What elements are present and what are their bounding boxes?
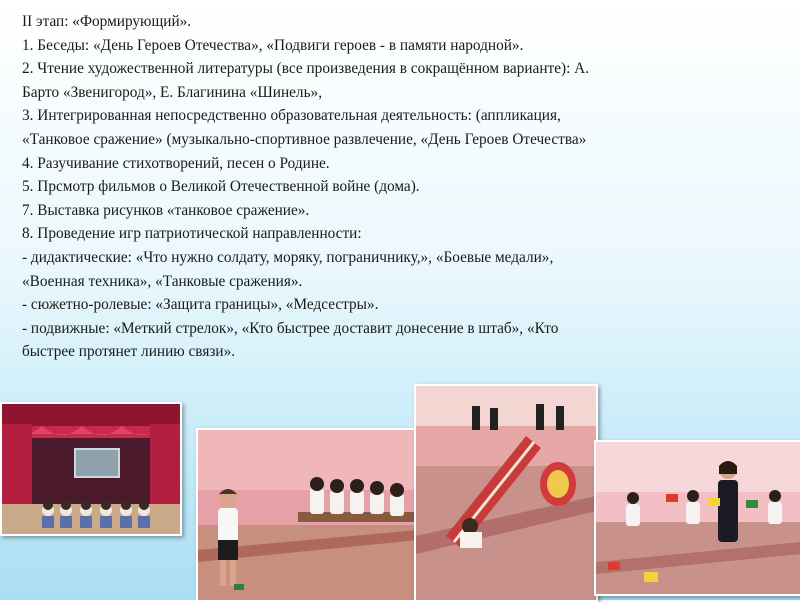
- text-line: «Военная техника», «Танковые сражения».: [22, 272, 303, 290]
- stage-description: [22, 10, 782, 364]
- text-line: быстрее протянет линию связи».: [22, 343, 236, 361]
- photo-teacher-flags: [594, 440, 800, 596]
- text-line: 2. Чтение художественной литературы (все произведения в сокращённом варианте): А.: [22, 60, 590, 78]
- photo-stage-screen: [0, 402, 182, 536]
- text-line: 4. Разучивание стихотворений, песен о Родине.: [22, 154, 330, 172]
- text-line: 8. Проведение игр патриотической направленности:: [22, 225, 362, 243]
- text-line: - сюжетно-ролевые: «Защита границы», «Медсестры».: [22, 296, 379, 314]
- text-line: 5. Прсмотр фильмов о Великой Отечественной войне (дома).: [22, 178, 420, 196]
- text-line: 3. Интегрированная непосредственно образовательная деятельность: (аппликация,: [22, 107, 561, 125]
- photo-children-bench: [196, 428, 420, 602]
- text-line: Барто «Звенигород», Е. Благинина «Шинель»,: [22, 83, 323, 101]
- text-line: «Танковое сражение» (музыкально-спортивное развлечение, «День Героев Отечества»: [22, 130, 587, 148]
- photo-crawling-tunnel: [414, 384, 598, 602]
- text-line: - подвижные: «Меткий стрелок», «Кто быстрее доставит донесение в штаб», «Кто: [22, 319, 559, 337]
- text-line: - дидактические: «Что нужно солдату, моряку, пограничнику,», «Боевые медали»,: [22, 248, 554, 266]
- text-line: 1. Беседы: «День Героев Отечества», «Подвиги героев - в памяти народной».: [22, 36, 524, 54]
- stage-title: II этап: «Формирующий».: [22, 13, 192, 30]
- text-line: 7. Выставка рисунков «танковое сражение».: [22, 201, 310, 219]
